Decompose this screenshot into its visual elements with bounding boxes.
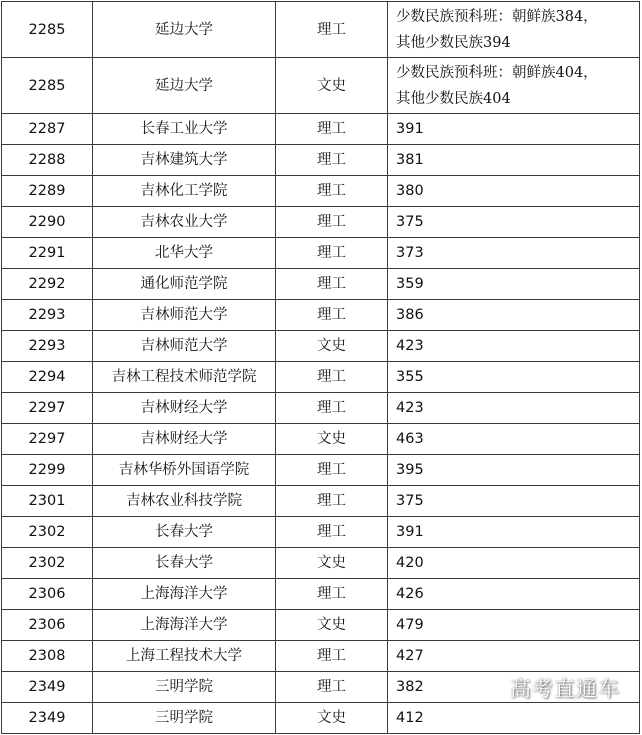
school-name-cell: 吉林华桥外国语学院 [93,455,276,486]
table-row [2,641,640,672]
table-row [2,238,640,269]
score-cell: 359 [388,269,640,300]
school-code-cell: 2349 [2,672,93,703]
table-row [2,207,640,238]
school-name-cell: 吉林农业科技学院 [93,486,276,517]
school-name-cell: 吉林化工学院 [93,176,276,207]
score-cell: 426 [388,579,640,610]
score-cell: 375 [388,207,640,238]
category-cell: 理工 [276,362,388,393]
category-cell: 文史 [276,424,388,455]
category-cell: 理工 [276,486,388,517]
school-name-cell: 通化师范学院 [93,269,276,300]
category-cell: 理工 [276,393,388,424]
category-cell: 理工 [276,672,388,703]
score-cell: 373 [388,238,640,269]
score-cell: 381 [388,145,640,176]
category-cell: 理工 [276,269,388,300]
school-code-cell: 2297 [2,393,93,424]
table-row [2,548,640,579]
category-cell: 理工 [276,455,388,486]
school-name-cell: 吉林师范大学 [93,331,276,362]
school-name-cell: 三明学院 [93,672,276,703]
category-cell: 理工 [276,517,388,548]
score-cell: 386 [388,300,640,331]
school-code-cell: 2306 [2,579,93,610]
school-code-cell: 2292 [2,269,93,300]
table-row [2,145,640,176]
category-cell: 理工 [276,176,388,207]
school-name-cell: 长春工业大学 [93,114,276,145]
school-code-cell: 2297 [2,424,93,455]
table-row [2,424,640,455]
category-cell: 文史 [276,548,388,579]
category-cell: 理工 [276,641,388,672]
score-cell: 395 [388,455,640,486]
category-cell: 理工 [276,2,388,58]
table-row [2,269,640,300]
school-code-cell: 2308 [2,641,93,672]
table-row [2,393,640,424]
school-code-cell: 2289 [2,176,93,207]
score-cell: 355 [388,362,640,393]
category-cell: 文史 [276,331,388,362]
table-row [2,176,640,207]
school-name-cell: 延边大学 [93,2,276,58]
table-row [2,300,640,331]
category-cell: 理工 [276,207,388,238]
school-code-cell: 2349 [2,703,93,734]
score-cell: 427 [388,641,640,672]
school-code-cell: 2302 [2,517,93,548]
category-cell: 理工 [276,238,388,269]
school-name-cell: 三明学院 [93,703,276,734]
table-row [2,455,640,486]
school-code-cell: 2293 [2,331,93,362]
school-code-cell: 2285 [2,58,93,114]
table-row [2,2,640,58]
school-name-cell: 北华大学 [93,238,276,269]
school-code-cell: 2291 [2,238,93,269]
school-code-cell: 2288 [2,145,93,176]
school-name-cell: 吉林财经大学 [93,424,276,455]
school-name-cell: 吉林财经大学 [93,393,276,424]
table-row [2,517,640,548]
school-name-cell: 长春大学 [93,517,276,548]
table-row [2,114,640,145]
school-name-cell: 上海海洋大学 [93,579,276,610]
category-cell: 理工 [276,579,388,610]
table-row [2,362,640,393]
school-name-cell: 上海工程技术大学 [93,641,276,672]
table-row [2,610,640,641]
watermark-text: 高考直通车 [510,677,620,701]
school-code-cell: 2299 [2,455,93,486]
category-cell: 文史 [276,58,388,114]
school-code-cell: 2302 [2,548,93,579]
score-cell: 412 [388,703,640,734]
table-row [2,486,640,517]
school-code-cell: 2293 [2,300,93,331]
category-cell: 理工 [276,300,388,331]
school-code-cell: 2285 [2,2,93,58]
table-row [2,579,640,610]
school-name-cell: 吉林工程技术师范学院 [93,362,276,393]
score-cell [388,2,640,58]
school-code-cell: 2290 [2,207,93,238]
score-cell: 380 [388,176,640,207]
school-code-cell: 2306 [2,610,93,641]
score-cell: 382 [388,672,640,703]
score-cell: 391 [388,517,640,548]
score-cell: 375 [388,486,640,517]
school-code-cell: 2287 [2,114,93,145]
school-name-cell: 吉林师范大学 [93,300,276,331]
school-name-cell: 上海海洋大学 [93,610,276,641]
score-cell: 423 [388,331,640,362]
category-cell: 文史 [276,703,388,734]
school-name-cell: 吉林农业大学 [93,207,276,238]
table-row [2,331,640,362]
score-line: 少数民族预科班：朝鲜族404， [396,64,598,81]
score-line: 其他少数民族394 [396,34,511,51]
table-row [2,58,640,114]
score-cell: 391 [388,114,640,145]
score-line: 其他少数民族404 [396,90,511,107]
score-cell: 479 [388,610,640,641]
score-cell: 423 [388,393,640,424]
score-cell: 463 [388,424,640,455]
admission-score-table [1,1,640,734]
school-code-cell: 2294 [2,362,93,393]
score-cell [388,58,640,114]
score-line: 少数民族预科班：朝鲜族384， [396,8,598,25]
category-cell: 理工 [276,145,388,176]
school-name-cell: 吉林建筑大学 [93,145,276,176]
school-name-cell: 长春大学 [93,548,276,579]
score-cell: 420 [388,548,640,579]
category-cell: 文史 [276,610,388,641]
table-row [2,703,640,734]
school-code-cell: 2301 [2,486,93,517]
school-name-cell: 延边大学 [93,58,276,114]
category-cell: 理工 [276,114,388,145]
